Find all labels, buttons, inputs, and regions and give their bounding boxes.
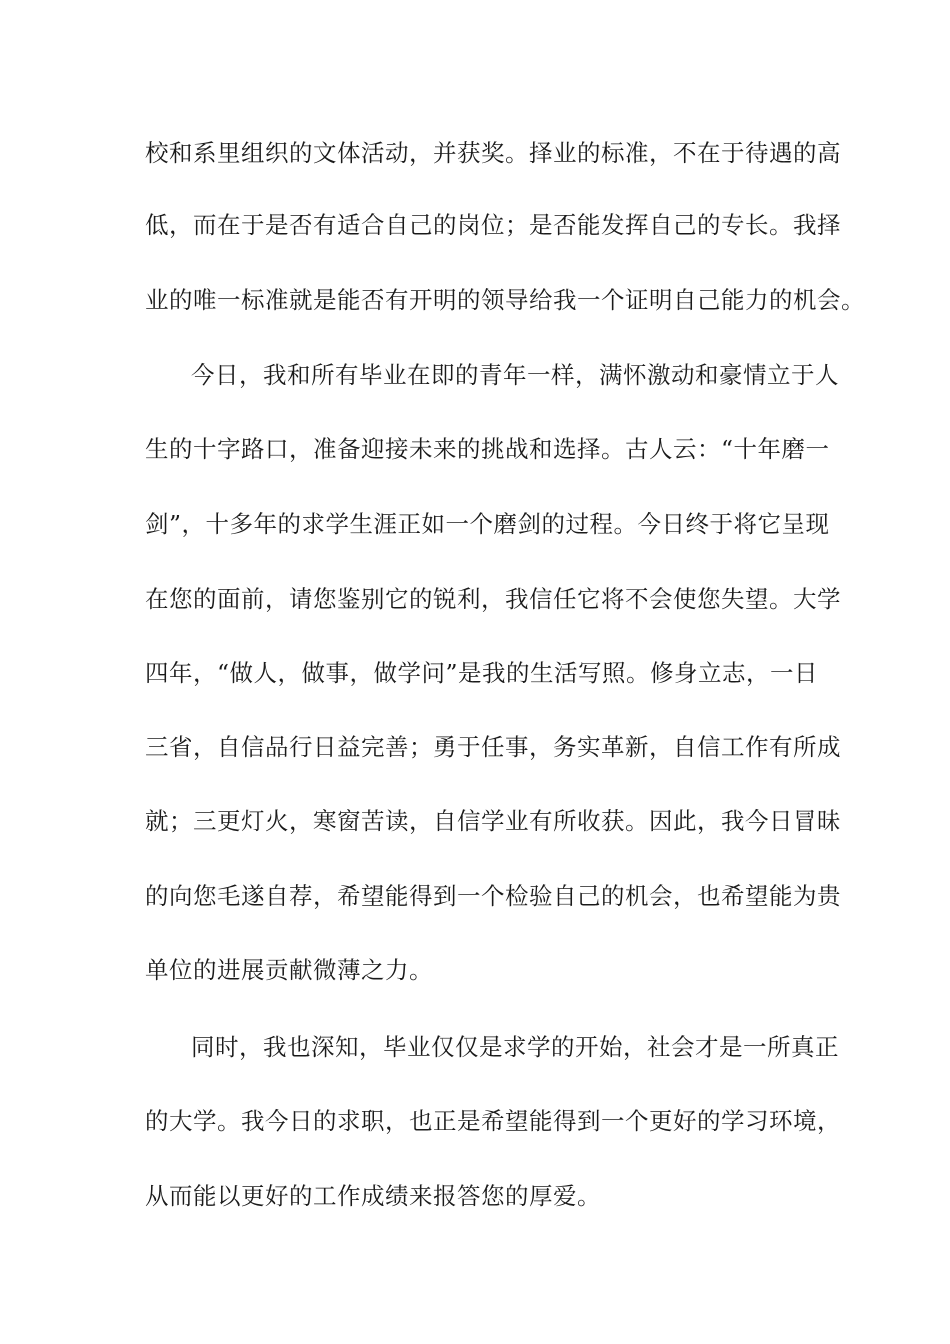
paragraph-first-line: 同时，我也深知，毕业仅仅是求学的开始，社会才是一所真正 bbox=[191, 1033, 839, 1061]
text-line: 四年，“做人，做事，做学问”是我的生活写照。修身立志，一日 bbox=[145, 659, 819, 687]
text-line: 剑”，十多年的求学生涯正如一个磨剑的过程。今日终于将它呈现 bbox=[145, 510, 830, 538]
text-line: 单位的进展贡献微薄之力。 bbox=[145, 956, 433, 984]
text-line: 低，而在于是否有适合自己的岗位；是否能发挥自己的专长。我择 bbox=[145, 211, 841, 239]
text-line: 校和系里组织的文体活动，并获奖。择业的标准，不在于待遇的高 bbox=[145, 139, 841, 167]
text-line: 生的十字路口，准备迎接未来的挑战和选择。古人云：“十年磨一 bbox=[145, 435, 830, 463]
text-line: 的向您毛遂自荐，希望能得到一个检验自己的机会，也希望能为贵 bbox=[145, 882, 841, 910]
text-line: 的大学。我今日的求职，也正是希望能得到一个更好的学习环境， bbox=[145, 1107, 841, 1135]
text-line: 业的唯一标准就是能否有开明的领导给我一个证明自己能力的机会。 bbox=[145, 286, 865, 314]
text-line: 就；三更灯火，寒窗苦读，自信学业有所收获。因此，我今日冒昧 bbox=[145, 807, 841, 835]
text-line: 三省，自信品行日益完善；勇于任事，务实革新，自信工作有所成 bbox=[145, 733, 841, 761]
text-line: 在您的面前，请您鉴别它的锐利，我信任它将不会使您失望。大学 bbox=[145, 585, 841, 613]
paragraph-first-line: 今日，我和所有毕业在即的青年一样，满怀激动和豪情立于人 bbox=[191, 361, 839, 389]
text-line: 从而能以更好的工作成绩来报答您的厚爱。 bbox=[145, 1182, 601, 1210]
